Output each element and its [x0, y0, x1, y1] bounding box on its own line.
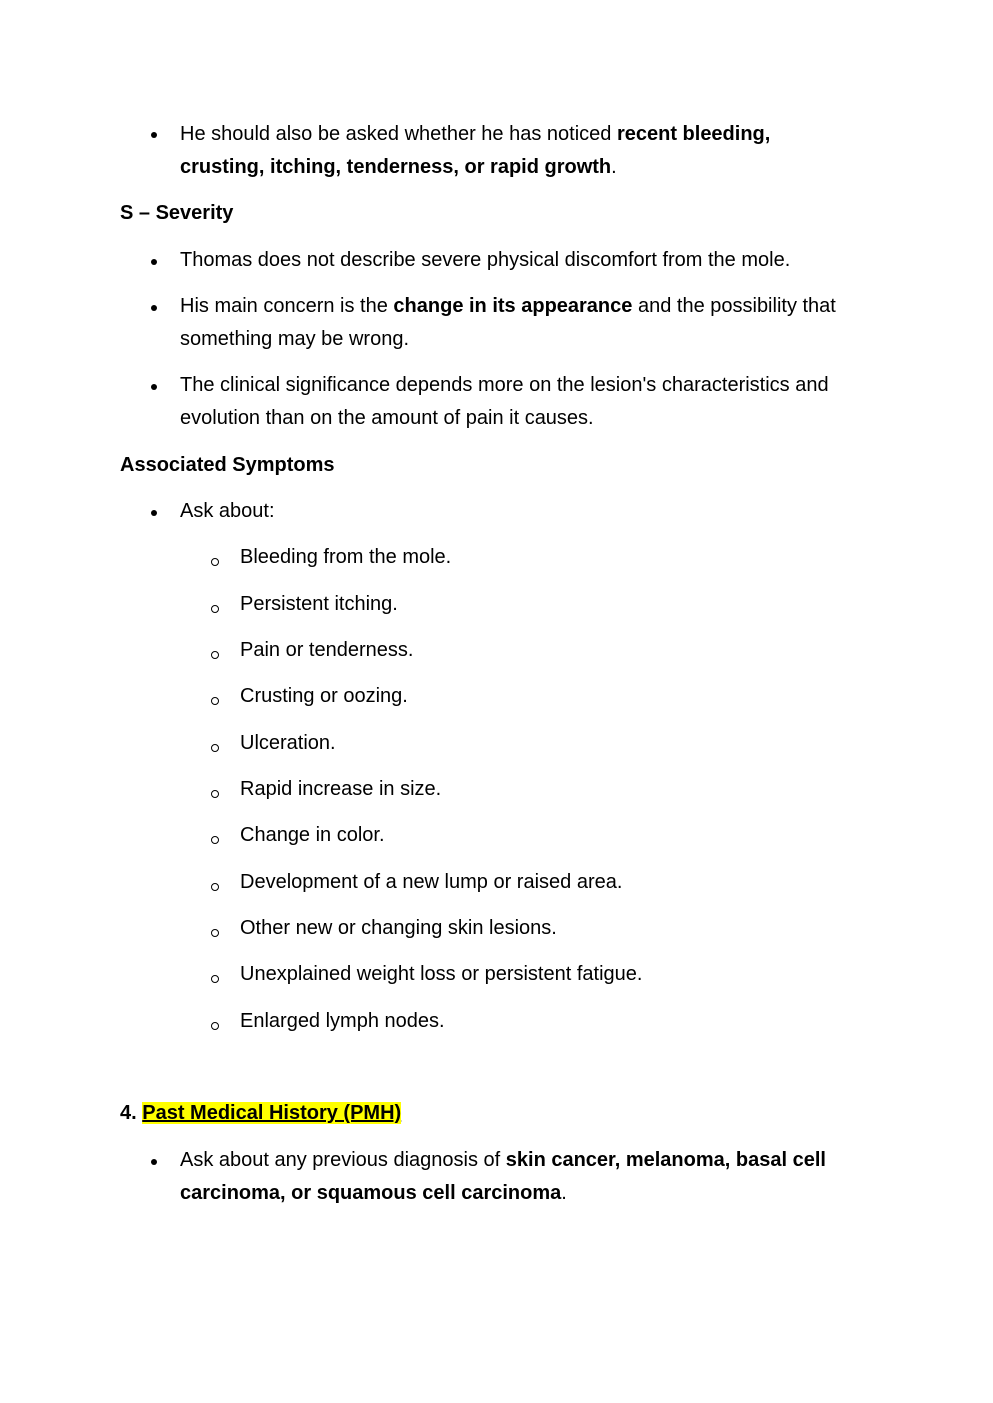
paragraph-line: The clinical significance depends more on the lesion's characteristics and	[180, 374, 829, 396]
paragraph-line: He should also be asked whether he has noticed recent bleeding,	[180, 123, 771, 145]
bullet-icon	[151, 1159, 157, 1165]
sub-bullet-icon	[211, 836, 219, 844]
list-item: Bleeding from the mole.	[240, 546, 452, 568]
sub-bullet-icon	[211, 651, 219, 659]
list-item: Pain or tenderness.	[240, 639, 414, 661]
list-item: Persistent itching.	[240, 593, 398, 615]
sub-bullet-icon	[211, 605, 219, 613]
sub-bullet-icon	[211, 1022, 219, 1030]
list-item: Other new or changing skin lesions.	[240, 917, 557, 939]
sub-bullet-icon	[211, 697, 219, 705]
paragraph-line: crusting, itching, tenderness, or rapid growth.	[180, 156, 617, 178]
list-item: Unexplained weight loss or persistent fatigue.	[240, 963, 643, 985]
list-item: Development of a new lump or raised area.	[240, 871, 623, 893]
list-item: Ulceration.	[240, 732, 336, 754]
section-heading-severity: S – Severity	[120, 202, 234, 224]
sub-bullet-icon	[211, 883, 219, 891]
paragraph-line: His main concern is the change in its appearance and the possibility that	[180, 295, 836, 317]
sub-bullet-icon	[211, 558, 219, 566]
bullet-icon	[151, 384, 157, 390]
paragraph-line: Ask about any previous diagnosis of skin cancer, melanoma, basal cell	[180, 1149, 826, 1171]
list-item: Enlarged lymph nodes.	[240, 1010, 445, 1032]
paragraph-line: Ask about:	[180, 500, 275, 522]
sub-bullet-icon	[211, 975, 219, 983]
paragraph-line: evolution than on the amount of pain it causes.	[180, 407, 594, 429]
bullet-icon	[151, 305, 157, 311]
list-item: Rapid increase in size.	[240, 778, 442, 800]
paragraph-line: carcinoma, or squamous cell carcinoma.	[180, 1182, 567, 1204]
list-item: Change in color.	[240, 824, 385, 846]
sub-bullet-icon	[211, 744, 219, 752]
bullet-icon	[151, 259, 157, 265]
sub-bullet-icon	[211, 790, 219, 798]
bullet-icon	[151, 510, 157, 516]
bullet-icon	[151, 132, 157, 138]
sub-bullet-icon	[211, 929, 219, 937]
paragraph-line: something may be wrong.	[180, 328, 410, 350]
section-heading-pmh: 4. Past Medical History (PMH)	[120, 1102, 402, 1124]
paragraph-line: Thomas does not describe severe physical discomfort from the mole.	[180, 249, 791, 271]
list-item: Crusting or oozing.	[240, 685, 408, 707]
highlighted-heading: Past Medical History (PMH)	[142, 1102, 402, 1124]
section-heading-associated-symptoms: Associated Symptoms	[120, 454, 335, 476]
